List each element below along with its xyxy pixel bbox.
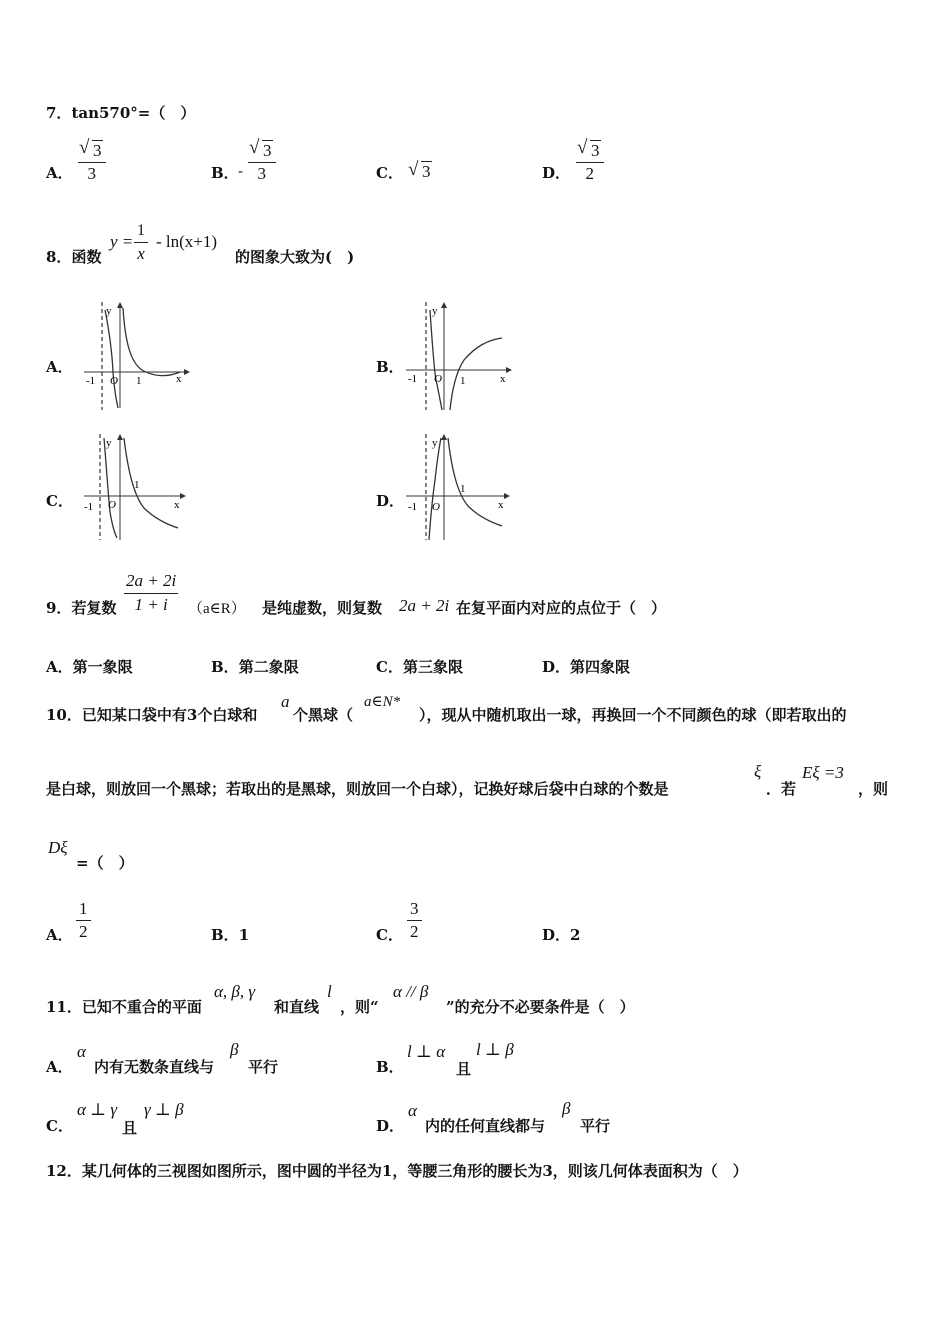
question-7-stem: 7．tan570°=（ ） [46,104,196,122]
question-8-number: 8．函数 [46,248,102,266]
q10-option-d: D．2 [542,926,581,944]
x-axis-arrow [504,493,510,499]
origin-label: O [110,375,118,387]
q7-option-b-label: B． [211,164,239,182]
q11-mid-1: 和直线 [274,998,320,1016]
q11-option-d-text-1: 内的任何直线都与 [425,1117,546,1135]
q10-option-c-fraction: $\frac{3}{2}$ [407,898,422,943]
q8-option-a-label: A． [46,358,73,376]
question-10-line-2c: ，则 [858,780,889,798]
y-axis-arrow [117,434,123,440]
q11-stem-end: ”的充分不必要条件是（ ） [446,998,635,1016]
question-10-line-1c: ），现从中随机取出一球，再换回一个不同颜色的球（即若取出的 [419,706,847,724]
y-axis-arrow [441,302,447,308]
neg-one-label: -1 [408,373,418,385]
q11-option-b-label: B． [376,1058,404,1076]
q11-option-c-label: C． [46,1117,73,1135]
q9-fraction: $\frac{2a + 2i}{1 + i}$ [126,571,177,614]
origin-label: O [432,501,440,513]
one-label: 1 [134,479,140,491]
q11-option-d-label: D． [376,1117,405,1135]
q11-line-l: l [327,982,332,1001]
q8-graph-b [404,300,516,412]
x-label: x [176,373,182,385]
q10-xi: ξ [754,762,762,781]
q9-option-c: C．第三象限 [376,658,463,676]
q11-option-a-label: A． [46,1058,73,1076]
question-10-line-1a: 10．已知某口袋中有3个白球和 [46,706,258,724]
y-label: y [106,305,112,317]
curve-right [448,438,502,526]
curve-right [124,438,178,528]
question-11-number: 11．已知不重合的平面 [46,998,202,1016]
origin-label: O [434,373,442,385]
q7-option-c-value: √ 3 [410,162,432,182]
x-axis-arrow [180,493,186,499]
q11-option-d-math-2: β [562,1099,571,1118]
q10-option-a-fraction: $\frac{1}{2}$ [76,898,91,943]
q11-option-b-math-2: l ⊥ β [476,1040,514,1059]
curve-left [105,310,118,408]
neg-one-label: -1 [84,501,94,513]
one-label: 1 [460,375,466,387]
x-label: x [498,499,504,511]
q7-option-b-sign: - [238,162,244,180]
x-label: x [500,373,506,385]
curve-right [450,338,502,410]
q10-option-c-label: C． [376,926,403,944]
q9-option-b: B．第二象限 [211,658,299,676]
q9-condition: （a∈R） [188,601,246,617]
question-10-line-1b: 个黑球（ [293,706,354,724]
curve-right [123,308,180,376]
q10-variance: Dξ [48,838,68,857]
question-9-number: 9．若复数 [46,599,117,617]
q8-option-b-label: B． [376,358,404,376]
q8-func-y: y = [110,232,134,251]
q10-var-a: a [281,692,290,711]
q9-option-d: D．第四象限 [542,658,631,676]
q10-condition: a∈N* [364,694,401,710]
neg-one-label: -1 [408,501,418,513]
q11-mid-2: ，则“ [340,998,379,1016]
q8-graph-c [82,432,192,542]
q11-option-d-text-2: 平行 [580,1117,611,1135]
q11-option-a-math-2: β [230,1040,239,1059]
q7-option-d-label: D． [542,164,571,182]
y-axis-arrow [117,302,123,308]
x-axis-arrow [184,369,190,375]
q8-func-rest: - ln(x+1) [156,232,218,251]
y-label: y [432,305,438,317]
question-10-line-3: =（ ） [76,854,134,872]
q11-option-a-text-2: 平行 [248,1058,279,1076]
q7-option-a-fraction: √ $\frac{3}{3}$ [78,140,106,185]
question-10-line-2a: 是白球，则放回一个黑球；若取出的是黑球，则放回一个白球），记换好球后袋中白球的个数是 [46,780,669,798]
q9-option-a: A．第一象限 [46,658,133,676]
q11-parallel: α // β [393,982,429,1001]
curve-left [429,438,441,540]
q10-option-b: B．1 [211,926,250,944]
y-label: y [432,437,438,449]
question-10-line-2b: ．若 [766,780,797,798]
q11-option-c-math-1: α ⊥ γ [77,1100,118,1119]
q7-option-c-label: C． [376,164,403,182]
q9-stem-end: 在复平面内对应的点位于（ ） [456,599,667,617]
q8-option-c-label: C． [46,492,73,510]
q8-option-d-label: D． [376,492,405,510]
x-axis-arrow [506,367,512,373]
q8-func-fraction: $\frac{1}{x}$ [134,220,148,265]
q11-option-d-math-1: α [408,1101,417,1120]
q9-mid-text: 是纯虚数，则复数 [262,599,383,617]
one-label: 1 [136,375,142,387]
q8-graph-d [404,432,516,542]
q7-option-b-fraction: √ $\frac{3}{3}$ [248,140,276,185]
q11-option-a-math-1: α [77,1042,86,1061]
q9-expr: 2a + 2i [399,596,450,615]
q10-option-a-label: A． [46,926,73,944]
curve-left [430,310,442,410]
q11-option-a-text-1: 内有无数条直线与 [94,1058,215,1076]
q11-option-c-text-1: 且 [122,1119,138,1137]
q8-stem-end: 的图象大致为( ) [235,248,355,266]
origin-label: O [108,499,116,511]
q10-expectation: Eξ =3 [802,763,844,782]
x-label: x [174,499,180,511]
q8-graph-a [82,300,192,412]
q7-option-a-label: A． [46,164,73,182]
q11-option-b-math-1: l ⊥ α [407,1042,446,1061]
curve-left [104,438,117,538]
one-label: 1 [460,483,466,495]
y-label: y [106,437,112,449]
q11-option-b-text-1: 且 [456,1060,472,1078]
neg-one-label: -1 [86,375,96,387]
y-axis-arrow [441,434,447,440]
q11-planes: α, β, γ [214,982,256,1001]
question-12-stem: 12．某几何体的三视图如图所示，图中圆的半径为1，等腰三角形的腰长为3，则该几何体表面积为（ ） [46,1162,748,1180]
q7-option-d-fraction: √ $\frac{3}{2}$ [576,140,604,185]
q11-option-c-math-2: γ ⊥ β [144,1100,184,1119]
